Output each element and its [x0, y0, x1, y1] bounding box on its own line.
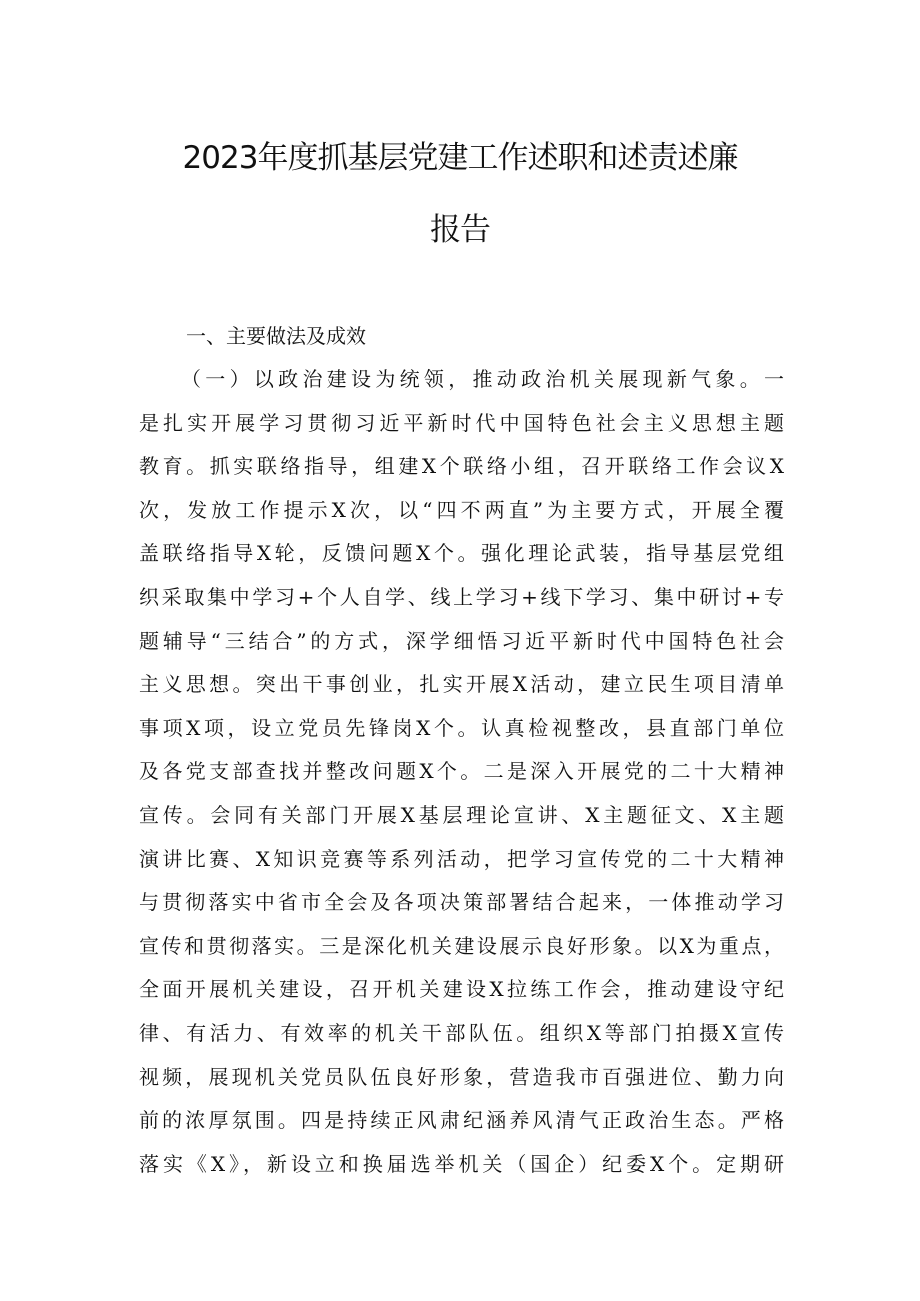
paragraph-line: 视频，展现机关党员队伍良好形象，营造我市百强进位、勤力向: [139, 1064, 784, 1089]
paragraph-line: 主义思想。突出干事创业，扎实开展X活动，建立民生项目清单: [139, 672, 784, 697]
paragraph-line: 是扎实开展学习贯彻习近平新时代中国特色社会主义思想主题: [139, 410, 784, 435]
paragraph-line: 宣传和贯彻落实。三是深化机关建设展示良好形象。以X为重点，: [139, 933, 784, 958]
paragraph-line: 前的浓厚氛围。四是持续正风肃纪涵养风清气正政治生态。严格: [139, 1108, 784, 1133]
paragraph-line: 全面开展机关建设，召开机关建设X拉练工作会，推动建设守纪: [139, 977, 784, 1002]
paragraph-line: 盖联络指导X轮，反馈问题X个。强化理论武装，指导基层党组: [139, 541, 784, 566]
body-paragraph: [139, 358, 784, 1186]
paragraph-line: 次，发放工作提示X次，以“四不两直”为主要方式，开展全覆: [139, 497, 784, 522]
section-heading: 一、主要做法及成效: [186, 324, 366, 348]
paragraph-line: 与贯彻落实中省市全会及各项决策部署结合起来，一体推动学习: [139, 890, 784, 915]
document-title-line-2: 报告: [430, 212, 490, 248]
document-title-line-1: 2023年度抓基层党建工作述职和述责述廉: [182, 140, 738, 176]
paragraph-line: 题辅导“三结合”的方式，深学细悟习近平新时代中国特色社会: [139, 628, 784, 653]
paragraph-line: 织采取集中学习+个人自学、线上学习+线下学习、集中研讨+专: [139, 584, 784, 609]
paragraph-line: 及各党支部查找并整改问题X个。二是深入开展党的二十大精神: [139, 759, 784, 784]
paragraph-line: 律、有活力、有效率的机关干部队伍。组织X等部门拍摄X宣传: [139, 1020, 784, 1045]
paragraph-line: 演讲比赛、X知识竞赛等系列活动，把学习宣传党的二十大精神: [139, 846, 784, 871]
paragraph-line: 事项X项，设立党员先锋岗X个。认真检视整改，县直部门单位: [139, 715, 784, 740]
paragraph-line: （一）以政治建设为统领，推动政治机关展现新气象。一: [181, 367, 784, 391]
paragraph-line: 宣传。会同有关部门开展X基层理论宣讲、X主题征文、X主题: [139, 802, 784, 827]
paragraph-line: 教育。抓实联络指导，组建X个联络小组，召开联络工作会议X: [139, 454, 784, 479]
paragraph-line: 落实《X》，新设立和换届选举机关（国企）纪委X个。定期研: [139, 1151, 784, 1176]
